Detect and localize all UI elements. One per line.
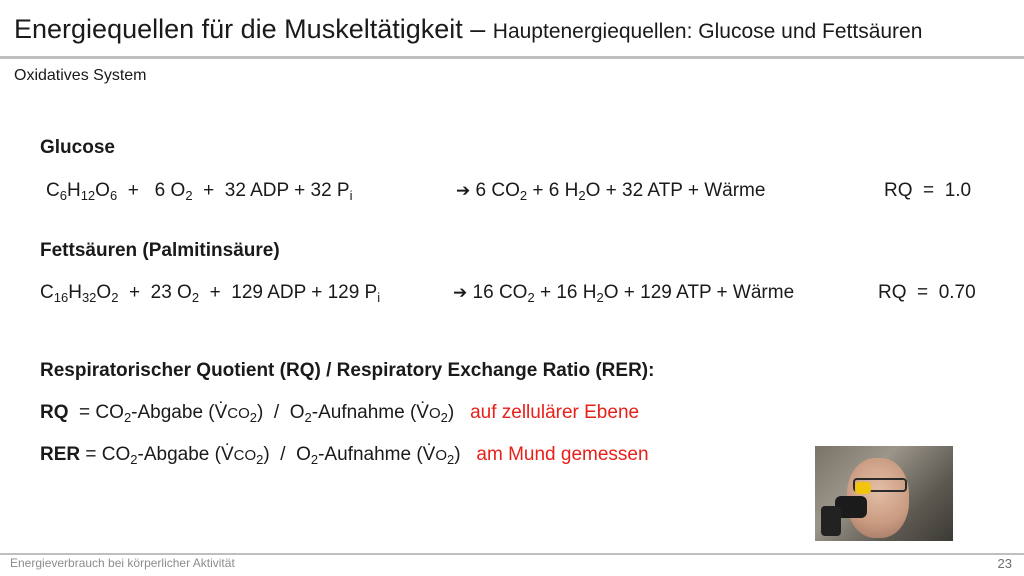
rer-label: RER <box>40 444 81 465</box>
arrow-right-icon: ➔ <box>456 181 471 200</box>
rer-note: am Mund gemessen <box>476 444 649 465</box>
arrow-right-icon: ➔ <box>453 283 468 302</box>
slide-subtitle: Oxidatives System <box>14 67 147 84</box>
rq-definition: RQ = $CO_2$-Abgabe $(V̇CO_2)$ / $O_2$-Aufnahme $(V̇O_2)$ auf zellulärer Ebene <box>40 402 640 425</box>
title-main: Energiequellen für die Muskeltätigkeit – <box>14 14 493 44</box>
breathing-tube-icon <box>821 506 841 536</box>
glucose-reactants: $C_6H_{12}O_6 + 6$ $O_2 + 32$ ADP + 32 $P_i$ <box>46 180 353 203</box>
fatty-acid-heading: Fettsäuren (Palmitinsäure) <box>40 240 280 261</box>
page-number: 23 <box>997 556 1012 571</box>
nose-clip-icon <box>855 482 871 494</box>
top-divider <box>0 56 1024 59</box>
bottom-divider <box>0 553 1024 555</box>
fatty-acid-products: ➔ 16 $CO_2 + 16$ $H_2O + 129$ ATP + Wärme <box>453 282 795 305</box>
rq-note: auf zellulärer Ebene <box>470 402 640 423</box>
footer-text: Energieverbrauch bei körperlicher Aktivität <box>10 556 235 570</box>
rer-definition: RER = $CO_2$-Abgabe $(V̇CO_2)$ / $O_2$-Aufnahme $(V̇O_2)$ am Mund gemessen <box>40 444 649 467</box>
rq-label: RQ <box>40 402 69 423</box>
rq-heading: Respiratorischer Quotient (RQ) / Respiratory Exchange Ratio (RER): <box>40 360 655 381</box>
glucose-rq: RQ = 1.0 <box>884 180 972 201</box>
glucose-heading: Glucose <box>40 137 115 158</box>
title-sub: Hauptenergiequellen: Glucose und Fettsäuren <box>492 20 923 43</box>
fatty-acid-reactants: $C_{16}H_{32}O_2 + 23$ $O_2 + 129$ ADP + 129 $P_i$ <box>40 282 381 305</box>
spirometry-photo <box>815 446 953 541</box>
slide-title <box>14 14 922 45</box>
glucose-products: ➔ 6 $CO_2 + 6$ $H_2O + 32$ ATP + Wärme <box>456 180 766 203</box>
fatty-acid-rq: RQ = 0.70 <box>878 282 976 303</box>
